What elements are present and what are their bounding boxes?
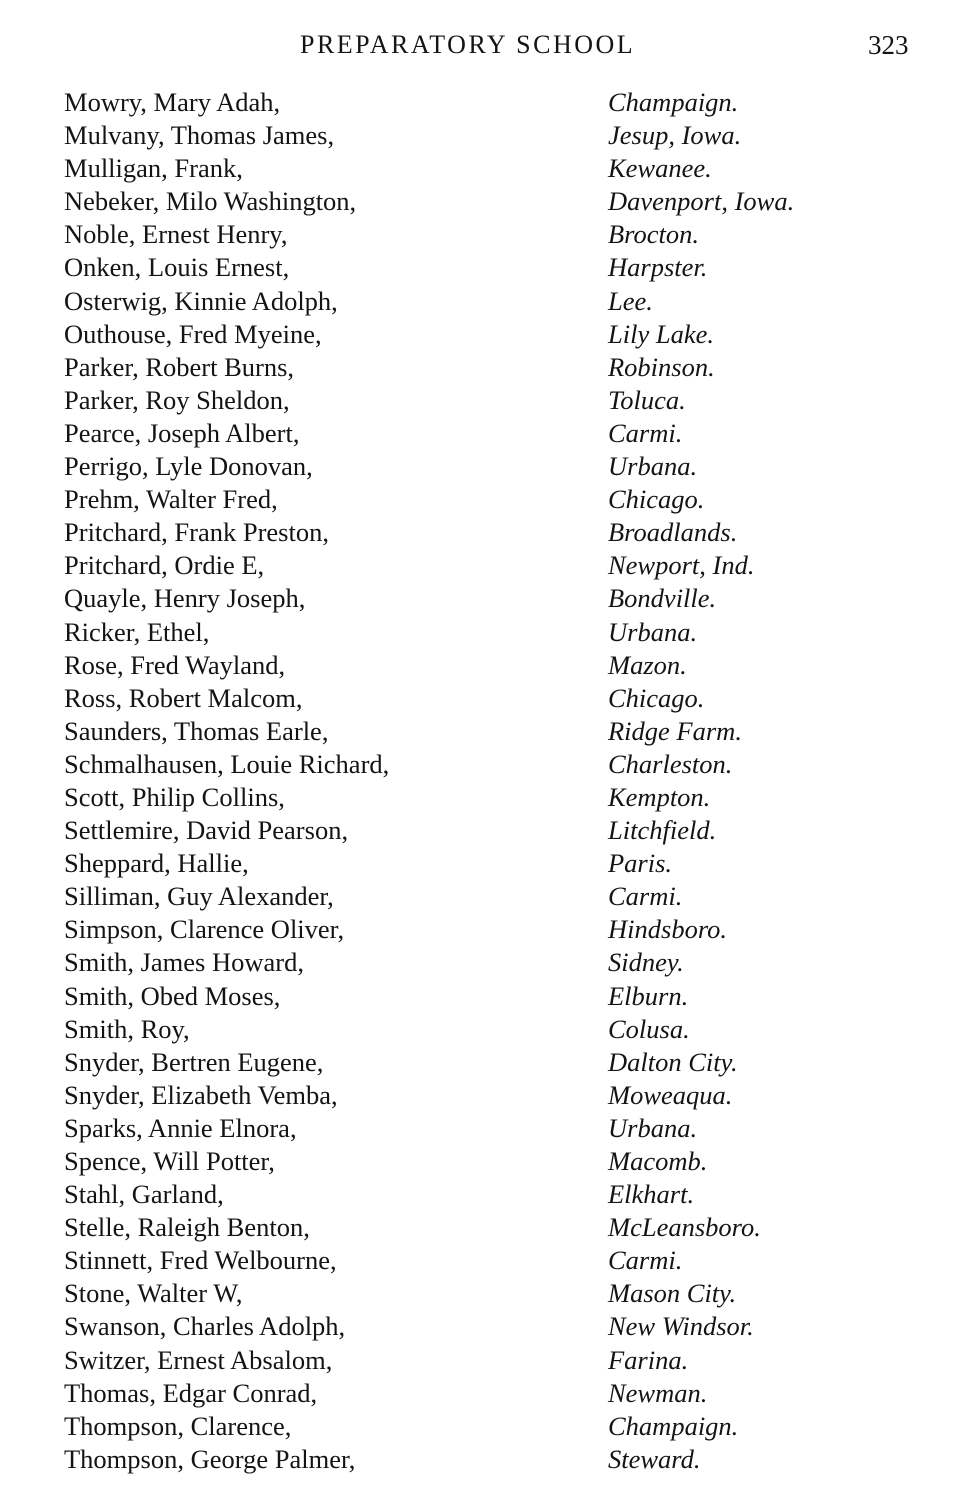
student-hometown: McLeansboro. (608, 1212, 761, 1243)
roster-entry (0, 1013, 977, 1046)
student-name: Parker, Robert Burns, (64, 351, 295, 382)
roster-entry (0, 86, 977, 119)
roster-entry (0, 185, 977, 218)
student-name: Scott, Philip Collins, (64, 781, 285, 812)
student-name: Nebeker, Milo Washington, (64, 186, 357, 217)
student-hometown: Lee. (608, 285, 653, 316)
student-name: Thompson, George Palmer, (64, 1443, 356, 1474)
student-name: Quayle, Henry Joseph, (64, 583, 306, 614)
student-name: Thomas, Edgar Conrad, (64, 1377, 318, 1408)
roster-entry (0, 1310, 977, 1343)
student-name: Perrigo, Lyle Donovan, (64, 451, 313, 482)
student-hometown: Carmi. (608, 881, 683, 912)
roster-entry (0, 781, 977, 814)
student-hometown: Mazon. (608, 649, 687, 680)
roster-entry (0, 483, 977, 516)
student-name: Smith, Obed Moses, (64, 980, 281, 1011)
student-hometown: Dalton City. (608, 1046, 738, 1077)
roster-entry (0, 549, 977, 582)
roster-entry (0, 980, 977, 1013)
student-name: Stinnett, Fred Welbourne, (64, 1245, 337, 1276)
student-name: Spence, Will Potter, (64, 1146, 275, 1176)
student-name: Parker, Roy Sheldon, (64, 384, 290, 415)
roster-entry (0, 152, 977, 185)
student-hometown: Steward. (608, 1443, 701, 1474)
roster-entry (0, 251, 977, 284)
student-hometown: Champaign. (608, 1410, 739, 1441)
roster-entry (0, 516, 977, 549)
student-name: Settlemire, David Pearson, (64, 815, 349, 846)
student-name: Smith, James Howard, (64, 947, 304, 978)
student-hometown: Bondville. (608, 583, 717, 614)
student-hometown: Jesup, Iowa. (608, 120, 742, 151)
student-hometown: Kempton. (608, 781, 711, 812)
student-hometown: Elburn. (608, 980, 689, 1011)
roster-entry (0, 218, 977, 251)
roster-entry (0, 450, 977, 483)
roster-entry (0, 119, 977, 152)
student-hometown: Robinson. (608, 351, 715, 382)
roster-entry (0, 649, 977, 682)
student-name: Swanson, Charles Adolph, (64, 1311, 346, 1342)
student-hometown: Newport, Ind. (608, 550, 755, 581)
student-name: Mulvany, Thomas James, (64, 120, 335, 151)
student-hometown: Urbana. (608, 451, 698, 482)
student-name: Mulligan, Frank, (64, 153, 243, 184)
roster-entry (0, 417, 977, 450)
student-name: Rose, Fred Wayland, (64, 649, 286, 680)
roster-entry (0, 880, 977, 913)
roster-entry (0, 1443, 977, 1476)
student-hometown: Charleston. (608, 748, 733, 779)
roster-entry (0, 814, 977, 847)
student-hometown: Litchfield. (608, 815, 717, 846)
roster-entry (0, 1112, 977, 1145)
student-name: Silliman, Guy Alexander, (64, 881, 334, 912)
student-hometown: Hindsboro. (608, 914, 728, 945)
roster-entry (0, 1244, 977, 1277)
student-hometown: Urbana. (608, 1112, 698, 1143)
roster-entry (0, 285, 977, 318)
running-head (0, 28, 977, 62)
student-hometown: Toluca. (608, 384, 686, 415)
roster-entry (0, 1046, 977, 1079)
student-roster (0, 86, 977, 1476)
student-name: Saunders, Thomas Earle, (64, 715, 329, 746)
roster-entry (0, 1079, 977, 1112)
roster-entry (0, 318, 977, 351)
student-hometown: Colusa. (608, 1013, 690, 1044)
student-hometown: Kewanee. (608, 153, 712, 184)
student-name: Mowry, Mary Adah, (64, 87, 281, 117)
roster-entry (0, 1277, 977, 1310)
student-name: Pritchard, Ordie E, (64, 550, 265, 581)
roster-entry (0, 1344, 977, 1377)
student-hometown: Macomb. (608, 1146, 708, 1176)
student-hometown: Carmi. (608, 417, 683, 448)
student-hometown: Chicago. (608, 484, 705, 515)
student-hometown: Elkhart. (608, 1179, 695, 1210)
student-name: Stelle, Raleigh Benton, (64, 1212, 310, 1243)
roster-entry (0, 1145, 977, 1178)
student-name: Stahl, Garland, (64, 1179, 224, 1210)
roster-entry (0, 351, 977, 384)
student-name: Prehm, Walter Fred, (64, 484, 278, 515)
student-hometown: Chicago. (608, 682, 705, 713)
student-name: Switzer, Ernest Absalom, (64, 1344, 333, 1375)
roster-entry (0, 582, 977, 615)
student-hometown: Harpster. (608, 252, 708, 283)
student-hometown: New Windsor. (608, 1311, 754, 1342)
student-hometown: Davenport, Iowa. (608, 186, 795, 217)
roster-entry (0, 1178, 977, 1211)
roster-entry (0, 913, 977, 946)
roster-entry (0, 1211, 977, 1244)
roster-entry (0, 682, 977, 715)
student-hometown: Champaign. (608, 87, 739, 117)
student-name: Thompson, Clarence, (64, 1410, 292, 1441)
student-name: Sheppard, Hallie, (64, 848, 249, 879)
student-hometown: Paris. (608, 848, 673, 879)
roster-entry (0, 946, 977, 979)
student-name: Stone, Walter W, (64, 1278, 243, 1309)
page-number: 323 (868, 30, 909, 60)
student-hometown: Ridge Farm. (608, 715, 742, 746)
roster-entry (0, 1410, 977, 1443)
student-hometown: Sidney. (608, 947, 684, 978)
student-hometown: Broadlands. (608, 517, 738, 548)
student-name: Pearce, Joseph Albert, (64, 417, 300, 448)
student-hometown: Brocton. (608, 219, 700, 250)
roster-entry (0, 384, 977, 417)
roster-entry (0, 1377, 977, 1410)
running-title: PREPARATORY SCHOOL (300, 30, 636, 59)
student-hometown: Lily Lake. (608, 318, 714, 349)
student-hometown: Newman. (608, 1377, 708, 1408)
student-hometown: Carmi. (608, 1245, 683, 1276)
roster-entry (0, 715, 977, 748)
student-hometown: Mason City. (608, 1278, 737, 1309)
student-hometown: Farina. (608, 1344, 689, 1375)
student-name: Outhouse, Fred Myeine, (64, 318, 322, 349)
student-name: Simpson, Clarence Oliver, (64, 914, 345, 945)
student-name: Onken, Louis Ernest, (64, 252, 290, 283)
student-name: Sparks, Annie Elnora, (64, 1112, 297, 1143)
student-name: Schmalhausen, Louie Richard, (64, 748, 390, 779)
student-name: Osterwig, Kinnie Adolph, (64, 285, 338, 316)
student-name: Ross, Robert Malcom, (64, 682, 303, 713)
student-name: Snyder, Bertren Eugene, (64, 1046, 324, 1077)
student-hometown: Moweaqua. (608, 1079, 733, 1110)
student-name: Snyder, Elizabeth Vemba, (64, 1079, 338, 1110)
roster-entry (0, 847, 977, 880)
student-name: Smith, Roy, (64, 1013, 190, 1044)
student-name: Ricker, Ethel, (64, 616, 210, 647)
roster-entry (0, 748, 977, 781)
student-name: Noble, Ernest Henry, (64, 219, 288, 250)
roster-entry (0, 616, 977, 649)
student-name: Pritchard, Frank Preston, (64, 517, 329, 548)
student-hometown: Urbana. (608, 616, 698, 647)
